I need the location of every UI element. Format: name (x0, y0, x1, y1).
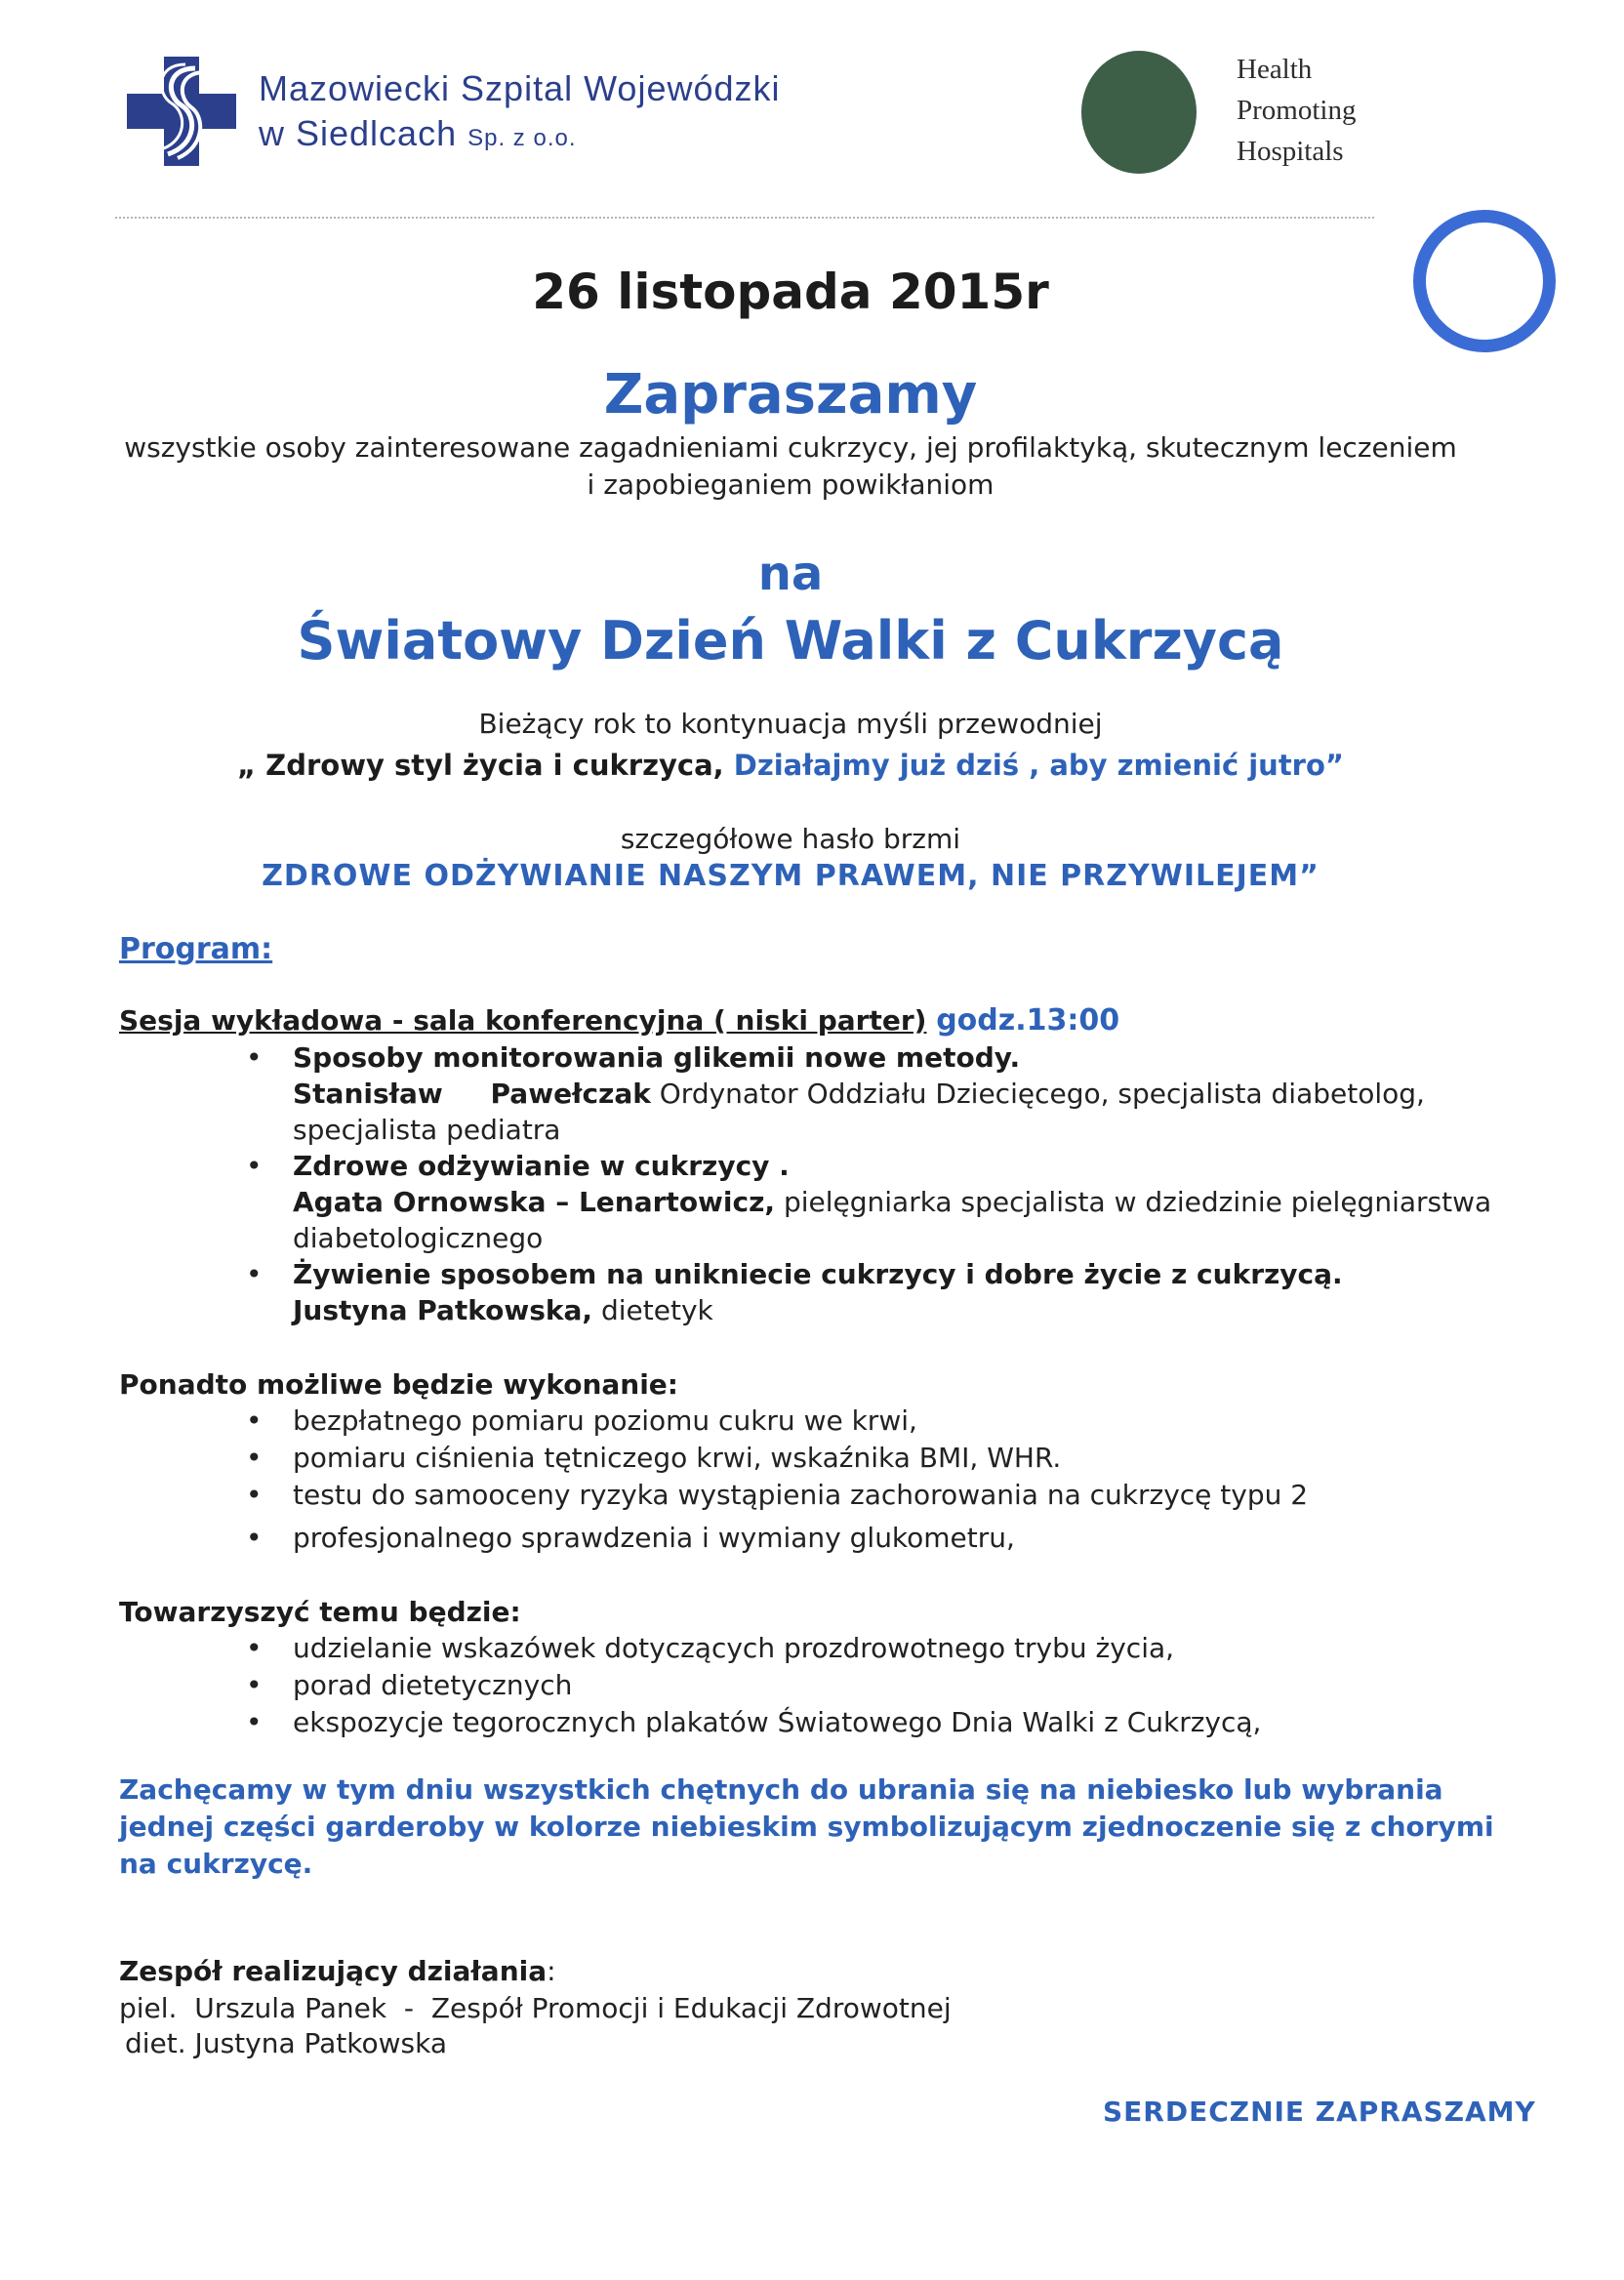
accompany-item-text: udzielanie wskazówek dotyczących prozdrowotnego trybu życia, (293, 1632, 1175, 1664)
motto-part2: Działajmy już dziś , aby zmienić jutro” (733, 749, 1344, 782)
detail-intro: szczegółowe hasło brzmi (620, 823, 961, 855)
bullet-icon: • (246, 1522, 263, 1554)
list-item (246, 1704, 1493, 1741)
accompany-heading: Towarzyszyć temu będzie: (119, 1596, 521, 1628)
bullet-icon: • (246, 1706, 263, 1738)
list-item (246, 1630, 1493, 1667)
closing-text: SERDECZNIE ZAPRASZAMY (1103, 2096, 1536, 2128)
encourage-line1: Zachęcamy w tym dniu wszystkich chętnych do ubrania się na niebiesko lub wybrania (119, 1773, 1443, 1806)
team-heading-text: Zespół realizujący działania (119, 1955, 548, 1987)
program-item-role: pielęgniarka specjalista w dziedzinie pielęgniarstwa (783, 1186, 1492, 1218)
extras-list (246, 1403, 1493, 1557)
bullet-icon: • (246, 1669, 263, 1701)
extras-heading: Ponadto możliwe będzie wykonanie: (119, 1368, 678, 1401)
accompany-item-text: porad dietetycznych (293, 1669, 573, 1701)
program-list (246, 1039, 1493, 1328)
hospital-name-line2 (259, 111, 781, 161)
hospital-name-line1: Mazowiecki Szpital Wojewódzki (259, 68, 781, 108)
na-word: na (757, 547, 824, 601)
team-member-2: diet. Justyna Patkowska (125, 2027, 447, 2059)
bullet-icon: • (246, 1479, 263, 1511)
list-item (246, 1403, 1493, 1440)
encourage-paragraph (119, 1771, 1515, 1883)
event-date: 26 listopada 2015r (532, 264, 1049, 320)
program-item-role-cont: diabetologicznego (293, 1222, 544, 1254)
list-item (246, 1440, 1493, 1477)
header-divider (115, 217, 1374, 219)
extras-item-text: testu do samooceny ryzyka wystąpienia zachorowania na cukrzycę typu 2 (293, 1479, 1309, 1511)
list-item (246, 1148, 1493, 1256)
invite-title: Zapraszamy (603, 363, 978, 427)
list-item (246, 1520, 1493, 1557)
bullet-icon: • (246, 1632, 263, 1664)
program-item-title: Zdrowe odżywianie w cukrzycy . (293, 1150, 790, 1182)
program-item-role-cont: specjalista pediatra (293, 1114, 561, 1146)
program-item-title: Żywienie sposobem na unikniecie cukrzycy i dobre życie z cukrzycą. (293, 1258, 1343, 1290)
list-item (246, 1667, 1493, 1704)
continuation-text: Bieżący rok to kontynuacja myśli przewodniej (478, 708, 1103, 740)
team-heading-colon: : (547, 1955, 556, 1987)
hph-label (1237, 49, 1356, 172)
bullet-icon: • (246, 1258, 263, 1290)
hph-line2: Promoting (1237, 95, 1357, 126)
program-item-role: dietetyk (600, 1294, 713, 1326)
hph-logo-icon (1081, 51, 1197, 174)
extras-item-text: pomiaru ciśnienia tętniczego krwi, wskaźnika BMI, WHR. (293, 1442, 1062, 1474)
list-item (246, 1039, 1493, 1148)
team-member-1: piel. Urszula Panek - Zespół Promocji i Edukacji Zdrowotnej (119, 1992, 952, 2024)
program-item-speaker-line (293, 1076, 1493, 1112)
session-time: godz.13:00 (936, 1003, 1120, 1038)
program-item-role: Ordynator Oddziału Dziecięcego, specjalista diabetolog, (659, 1078, 1425, 1110)
accompany-item-text: ekspozycje tegorocznych plakatów Światowego Dnia Walki z Cukrzycą, (293, 1706, 1262, 1738)
program-label: Program: (119, 932, 273, 966)
program-item-speaker: Stanisław Pawełczak (293, 1078, 651, 1110)
hph-line3: Hospitals (1237, 136, 1344, 167)
motto-part1: „ Zdrowy styl życia i cukrzyca, (237, 749, 724, 782)
list-item (246, 1256, 1493, 1328)
bullet-icon: • (246, 1405, 263, 1437)
bullet-icon: • (246, 1442, 263, 1474)
session-heading (119, 1003, 1119, 1038)
motto (0, 749, 1581, 782)
extras-item-text: bezpłatnego pomiaru poziomu cukru we krwi, (293, 1405, 917, 1437)
bullet-icon: • (246, 1041, 263, 1074)
slogan: ZDROWE ODŻYWIANIE NASZYM PRAWEM, NIE PRZYWILEJEM” (262, 859, 1320, 893)
program-item-speaker-line (293, 1184, 1493, 1220)
event-name: Światowy Dzień Walki z Cukrzycą (297, 610, 1284, 672)
hospital-name (259, 66, 781, 161)
bullet-icon: • (246, 1150, 263, 1182)
program-item-speaker: Justyna Patkowska, (293, 1294, 593, 1326)
hph-line1: Health (1237, 54, 1313, 85)
hospital-suffix: Sp. z o.o. (467, 125, 577, 151)
list-item (246, 1477, 1493, 1514)
program-item-title: Sposoby monitorowania glikemii nowe metody. (293, 1041, 1021, 1074)
invite-text-line1: wszystkie osoby zainteresowane zagadnieniami cukrzycy, jej profilaktyką, skutecznym leczeniem (124, 431, 1457, 464)
session-title: Sesja wykładowa - sala konferencyjna ( niski parter) (119, 1004, 927, 1037)
hospital-logo-icon (127, 57, 236, 166)
invite-text-line2: i zapobieganiem powikłaniom (587, 468, 995, 501)
invite-text (0, 429, 1581, 504)
team-list (119, 1991, 952, 2061)
hospital-city: w Siedlcach (259, 113, 458, 153)
encourage-line2: jednej części garderoby w kolorze niebieskim symbolizującym zjednoczenie się z chorymi (119, 1811, 1494, 1843)
program-item-speaker-line (293, 1292, 1493, 1328)
accompany-list (246, 1630, 1493, 1741)
encourage-line3: na cukrzycę. (119, 1848, 313, 1880)
team-heading (119, 1955, 556, 1987)
extras-item-text: profesjonalnego sprawdzenia i wymiany glukometru, (293, 1522, 1015, 1554)
program-item-speaker: Agata Ornowska – Lenartowicz, (293, 1186, 776, 1218)
